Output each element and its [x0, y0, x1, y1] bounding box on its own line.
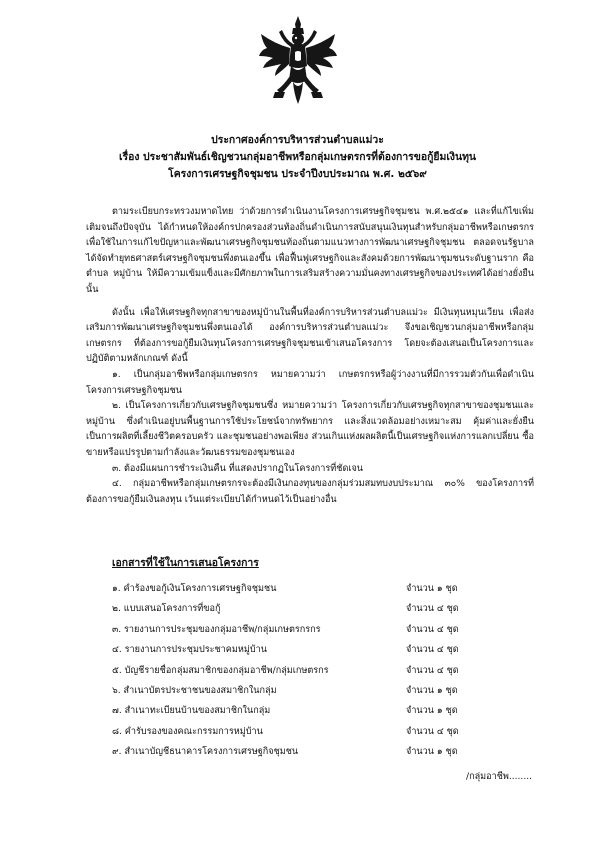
intro-paragraph: ตามระเบียบกระทรวงมหาดไทย ว่าด้วยการดำเนินงานโครงการเศรษฐกิจชุมชน พ.ศ.๒๕๔๑ และที่แก้ไขเพิ่มเติมจนถึงปัจจุบัน ได้กำหนดให้องค์กรปกครองส่วนท้องถิ่นดำเนินการสนับสนุนเงินทุนสำหรับกลุ่มอาชีพหรือเกษตรกร เพื่อใช้ในการแก้ไขปัญหาและพัฒนาเศรษฐกิจชุมชนท้องถิ่นตามแนวทางการพัฒนาเศรษฐกิจชุมชน ตลอดจนรัฐบาลได้จัดทำยุทธศาสตร์เศรษฐกิจชุมชนพึ่งตนเองขึ้น เพื่อฟื้นฟูเศรษฐกิจและสังคมด้วยการพัฒนาชุมชนระดับฐานราก คือ ตำบล หมู่บ้าน ให้มีความเข้มแข็งและมีศักยภาพในการเสริมสร้างความมั่นคงทางเศรษฐกิจของประเทศได้อย่างยั่งยืน นั้น: [86, 207, 534, 295]
document-quantity: จำนวน ๑ ชุด: [406, 584, 458, 594]
document-label: ๕. บัญชีรายชื่อกลุ่มสมาชิกของกลุ่มอาชีพ/กลุ่มเกษตรกร: [112, 665, 329, 676]
document-item: [112, 602, 512, 622]
document-label: ๖. สำเนาบัตรประชาชนของสมาชิกในกลุ่ม: [112, 685, 277, 696]
document-item: [112, 704, 512, 724]
document-item: [112, 725, 512, 745]
document-quantity: จำนวน ๑ ชุด: [406, 685, 458, 696]
document-item: [112, 623, 512, 643]
document-item: [112, 664, 512, 684]
announcement-subject: เรื่อง ประชาสัมพันธ์เชิญชวนกลุ่มอาชีพหรือกลุ่มเกษตรกรที่ต้องการขอกู้ยืมเงินทุน: [118, 151, 477, 163]
document-item: [112, 684, 512, 704]
document-item: [112, 582, 512, 602]
criteria-item-3: ๓. ต้องมีแผนการชำระเงินคืน ที่แสดงปรากฏในโครงการที่ชัดเจน: [112, 463, 364, 474]
document-label: ๑. คำร้องขอกู้เงินโครงการเศรษฐกิจชุมชน: [112, 584, 277, 594]
document-quantity: จำนวน ๔ ชุด: [406, 726, 459, 737]
document-quantity: จำนวน ๑ ชุด: [406, 747, 458, 758]
announcement-body: [86, 205, 534, 508]
garuda-emblem-icon: [257, 14, 339, 106]
continuation-marker: /กลุ่มอาชีพ........: [466, 772, 532, 782]
document-label: ๓. รายงานการประชุมของกลุ่มอาชีพ/กลุ่มเกษตรกรกร: [112, 624, 321, 635]
criteria-item-2: ๒. เป็นโครงการเกี่ยวกับเศรษฐกิจชุมชนซึ่ง หมายความว่า โครงการเกี่ยวกับเศรษฐกิจทุกสาขาของชุมชนและหมู่บ้าน ซึ่งดำเนินอยู่บนพื้นฐานการใช้ประโยชน์จากทรัพยากร และสิ่งแวดล้อมอย่างเหมาะสม คุ้มค่าและยั่งยืน เป็นการผลิตที่เลี้ยงชีวิตครอบครัว และชุมชนอย่างพอเพียง ส่วนเกินแห่งผลผลิตนี้เป็นเศรษฐกิจแห่งการแลกเปลี่ยน ซื้อขายหรือแปรรูปตามกำลังและวัฒนธรรมของชุมชนเอง: [86, 401, 534, 458]
documents-list: [112, 582, 512, 766]
document-label: ๒. แบบเสนอโครงการที่ขอกู้: [112, 604, 221, 615]
document-label: ๘. คำรับรองของคณะกรรมการหมู่บ้าน: [112, 726, 263, 737]
document-quantity: จำนวน ๔ ชุด: [406, 624, 459, 635]
document-label: ๙. สำเนาบัญชีธนาคารโครงการเศรษฐกิจชุมชน: [112, 747, 299, 758]
document-label: ๔. รายงานการประชุมประชาคมหมู่บ้าน: [112, 645, 267, 656]
document-quantity: จำนวน ๔ ชุด: [406, 665, 459, 676]
document-quantity: จำนวน ๔ ชุด: [406, 645, 459, 656]
documents-heading: เอกสารที่ใช้ในการเสนอโครงการ: [112, 557, 259, 569]
criteria-item-4: ๔. กลุ่มอาชีพหรือกลุ่มเกษตรกรจะต้องมีเงินกองทุนของกลุ่มร่วมสมทบงบประมาณ ๓๐% ของโครงการที่ต้องการขอกู้ยืมเงินลงทุน เว้นแต่ระเบียบได้กำหนดไว้เป็นอย่างอื่น: [86, 479, 534, 505]
document-label: ๗. สำเนาทะเบียนบ้านของสมาชิกในกลุ่ม: [112, 706, 271, 717]
announcement-title: ประกาศองค์การบริหารส่วนตำบลแม่วะ: [211, 134, 384, 146]
document-quantity: จำนวน ๑ ชุด: [406, 706, 458, 717]
criteria-item-1: ๑. เป็นกลุ่มอาชีพหรือกลุ่มเกษตรกร หมายความว่า เกษตรกรหรือผู้ว่างงานที่มีการรวมตัวกันเพื่อดำเนินโครงการเศรษฐกิจชุมชน: [86, 369, 534, 396]
announcement-project-line: โครงการเศรษฐกิจชุมชน ประจำปีงบประมาณ พ.ศ. ๒๕๖๙: [168, 168, 427, 180]
invitation-paragraph: ดังนั้น เพื่อให้เศรษฐกิจทุกสาขาของหมู่บ้านในพื้นที่องค์การบริหารส่วนตำบลแม่วะ มีเงินทุนหมุนเวียน เพื่อส่งเสริมการพัฒนาเศรษฐกิจชุมชนพึ่งตนเองได้ องค์การบริหารส่วนตำบลแม่วะ จึงขอเชิญชวนกลุ่มอาชีพหรือกลุ่มเกษตรกร ที่ต้องการขอกู้ยืมเงินทุนโครงการเศรษฐกิจชุมชนเข้าเสนอโครงการ โดยจะต้องเสนอเป็นโครงการและปฏิบัติตามหลักเกณฑ์ ดังนี้: [86, 307, 534, 365]
document-item: [112, 745, 512, 765]
document-quantity: จำนวน ๔ ชุด: [406, 604, 459, 615]
document-item: [112, 643, 512, 663]
